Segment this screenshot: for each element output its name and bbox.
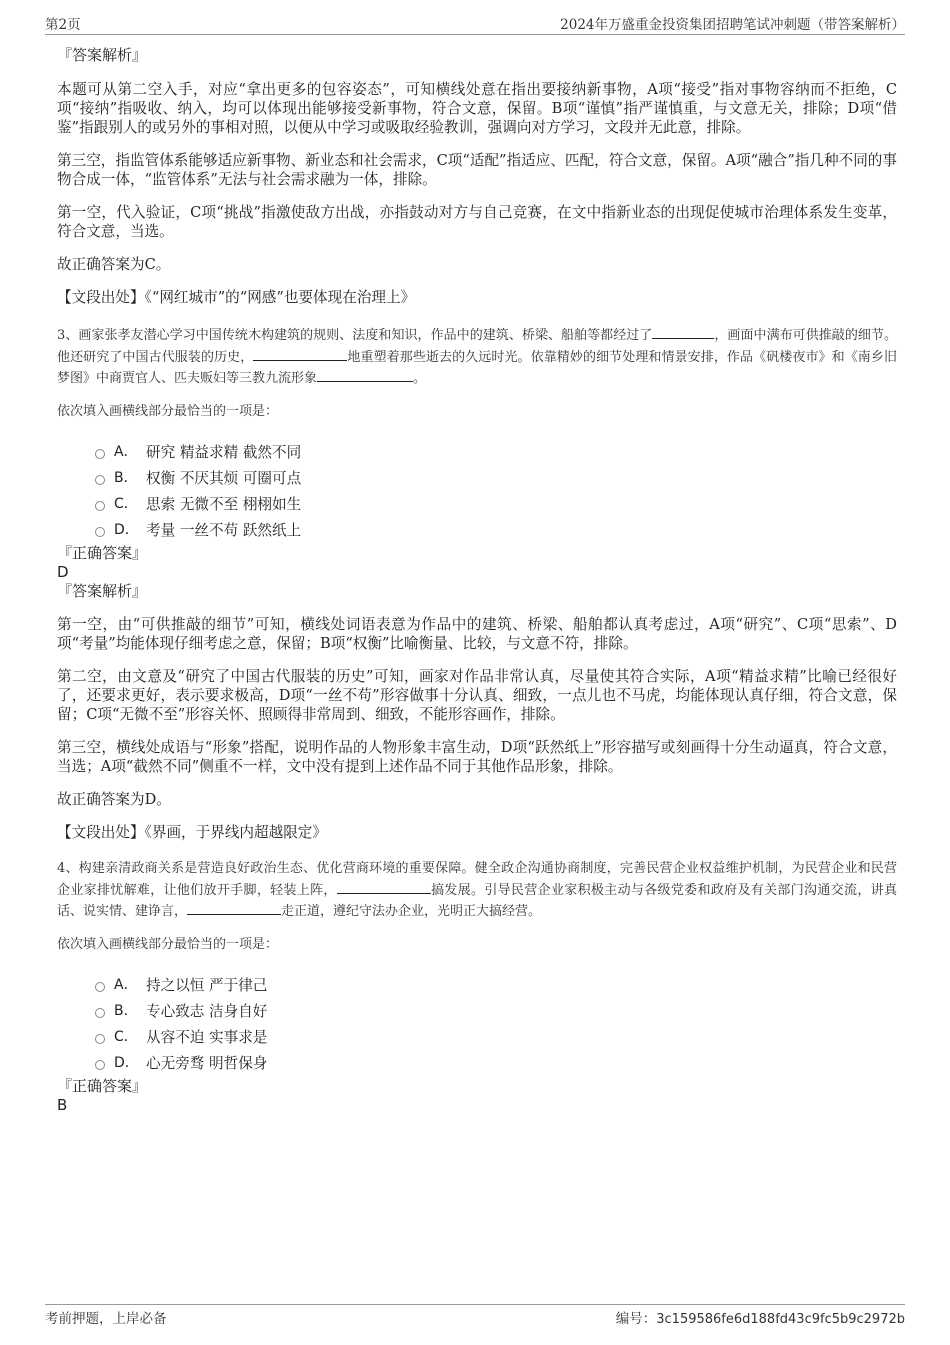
analysis-paragraph: 第三空，横线处成语与“形象”搭配，说明作品的人物形象丰富生动，D项“跃然纸上”形容描写或刻画得十分生动逼真，符合文意，当选；A项“截然不同”侧重不一样，文中没有提到上述作品不同于其他作品形象，排除。 (57, 739, 897, 775)
option-a[interactable]: A． 持之以恒 严于律己 (95, 971, 897, 997)
question-4-stem: 4、构建亲清政商关系是营造良好政治生态、优化营商环境的重要保障。健全政企沟通协商制度，完善民营企业权益维护机制，为民营企业和民营企业家排忧解难，让他们放开手脚，轻装上阵， 搞发展。引导民营企业家积极主动与各级党委和政府及有关部门沟通交流，讲真话、说实情、建诤言， 走正道，遵纪守法办企业，光明正大搞经营。 (57, 861, 897, 919)
correct-answer-label: 『正确答案』 (57, 544, 148, 562)
correct-answer: D (57, 563, 69, 581)
fill-blank (317, 368, 413, 382)
correct-answer-statement: 故正确答案为C。 (57, 256, 171, 273)
fill-blank (337, 880, 431, 894)
option-d[interactable]: D． 考量 一丝不苟 跃然纸上 (95, 516, 897, 542)
radio-button[interactable] (95, 527, 105, 537)
question-4-options (95, 971, 897, 1075)
footer-slogan: 考前押题，上岸必备 (45, 1311, 167, 1327)
question-4-prompt: 依次填入画横线部分最恰当的一项是： (57, 936, 279, 952)
passage-source: 【文段出处】《“网红城市”的“网感”也要体现在治理上》 (57, 289, 416, 306)
option-b[interactable]: B． 专心致志 洁身自好 (95, 997, 897, 1023)
document-code: 编号：3c159586fe6d188fd43c9fc5b9c2972b (615, 1311, 905, 1327)
page-number: 第2页 (45, 17, 81, 33)
passage-source: 【文段出处】《界画，于界线内超越限定》 (57, 824, 327, 841)
radio-button[interactable] (95, 1034, 105, 1044)
analysis-paragraph: 本题可从第二空入手，对应“拿出更多的包容姿态”，可知横线处意在指出要接纳新事物，A项“接受”指对事物容纳而不拒绝，C项“接纳”指吸收、纳入，均可以体现出能够接受新事物，符合文意，保留。B项“谨慎”指严谨慎重，与文意无关，排除；D项“借鉴”指跟别人的或另外的事相对照，以便从中学习或吸取经验教训，强调向对方学习，文段并无此意，排除。 (57, 81, 897, 136)
radio-button[interactable] (95, 982, 105, 992)
fill-blank (187, 901, 281, 915)
document-body (57, 46, 897, 1114)
option-c[interactable]: C． 思索 无微不至 栩栩如生 (95, 490, 897, 516)
page-header (45, 12, 905, 35)
analysis-label: 『答案解析』 (57, 46, 148, 64)
radio-button[interactable] (95, 475, 105, 485)
document-title: 2024年万盛重金投资集团招聘笔试冲刺题（带答案解析） (560, 17, 905, 33)
correct-answer-statement: 故正确答案为D。 (57, 791, 171, 808)
option-b[interactable]: B． 权衡 不厌其烦 可圈可点 (95, 464, 897, 490)
radio-button[interactable] (95, 501, 105, 511)
page-footer (45, 1304, 905, 1329)
analysis-paragraph: 第二空，由文意及“研究了中国古代服装的历史”可知，画家对作品非常认真，尽量使其符合实际，A项“精益求精”比喻已经很好了，还要求更好，表示要求极高，D项“一丝不苟”形容做事十分认真、细致，一点儿也不马虎，均能体现认真仔细，符合文意，保留；C项“无微不至”形容关怀、照顾得非常周到、细致，不能形容画作，排除。 (57, 668, 897, 723)
question-3-prompt: 依次填入画横线部分最恰当的一项是： (57, 403, 279, 419)
option-d[interactable]: D． 心无旁骛 明哲保身 (95, 1049, 897, 1075)
correct-answer-label: 『正确答案』 (57, 1077, 148, 1095)
fill-blank (253, 347, 347, 361)
radio-button[interactable] (95, 449, 105, 459)
question-3-options (95, 438, 897, 542)
analysis-paragraph: 第一空，由“可供推敲的细节”可知，横线处词语表意为作品中的建筑、桥梁、船舶都认真考虑过，A项“研究”、C项“思索”、D项“考量”均能体现仔细考虑之意，保留；B项“权衡”比喻衡量、比较，与文意不符，排除。 (57, 616, 897, 652)
analysis-paragraph: 第三空，指监管体系能够适应新事物、新业态和社会需求，C项“适配”指适应、匹配，符合文意，保留。A项“融合”指几种不同的事物合成一体，“监管体系”无法与社会需求融为一体，排除。 (57, 152, 897, 188)
option-c[interactable]: C． 从容不迫 实事求是 (95, 1023, 897, 1049)
radio-button[interactable] (95, 1008, 105, 1018)
analysis-paragraph: 第一空，代入验证，C项“挑战”指激使敌方出战，亦指鼓动对方与自己竞赛，在文中指新业态的出现促使城市治理体系发生变革，符合文意，当选。 (57, 204, 897, 240)
fill-blank (652, 325, 714, 339)
analysis-label: 『答案解析』 (57, 582, 148, 600)
correct-answer: B (57, 1096, 68, 1114)
radio-button[interactable] (95, 1060, 105, 1070)
option-a[interactable]: A． 研究 精益求精 截然不同 (95, 438, 897, 464)
question-3-stem: 3、画家张孝友潜心学习中国传统木构建筑的规则、法度和知识，作品中的建筑、桥梁、船舶等都经过了 ，画面中满布可供推敲的细节。他还研究了中国古代服装的历史， 地重塑着那些逝去的久远时光。依靠精妙的细节处理和情景安排，作品《矾楼夜市》和《南乡旧梦图》中商贾官人、匹夫贩妇等三教九流形象 。 (57, 325, 897, 390)
